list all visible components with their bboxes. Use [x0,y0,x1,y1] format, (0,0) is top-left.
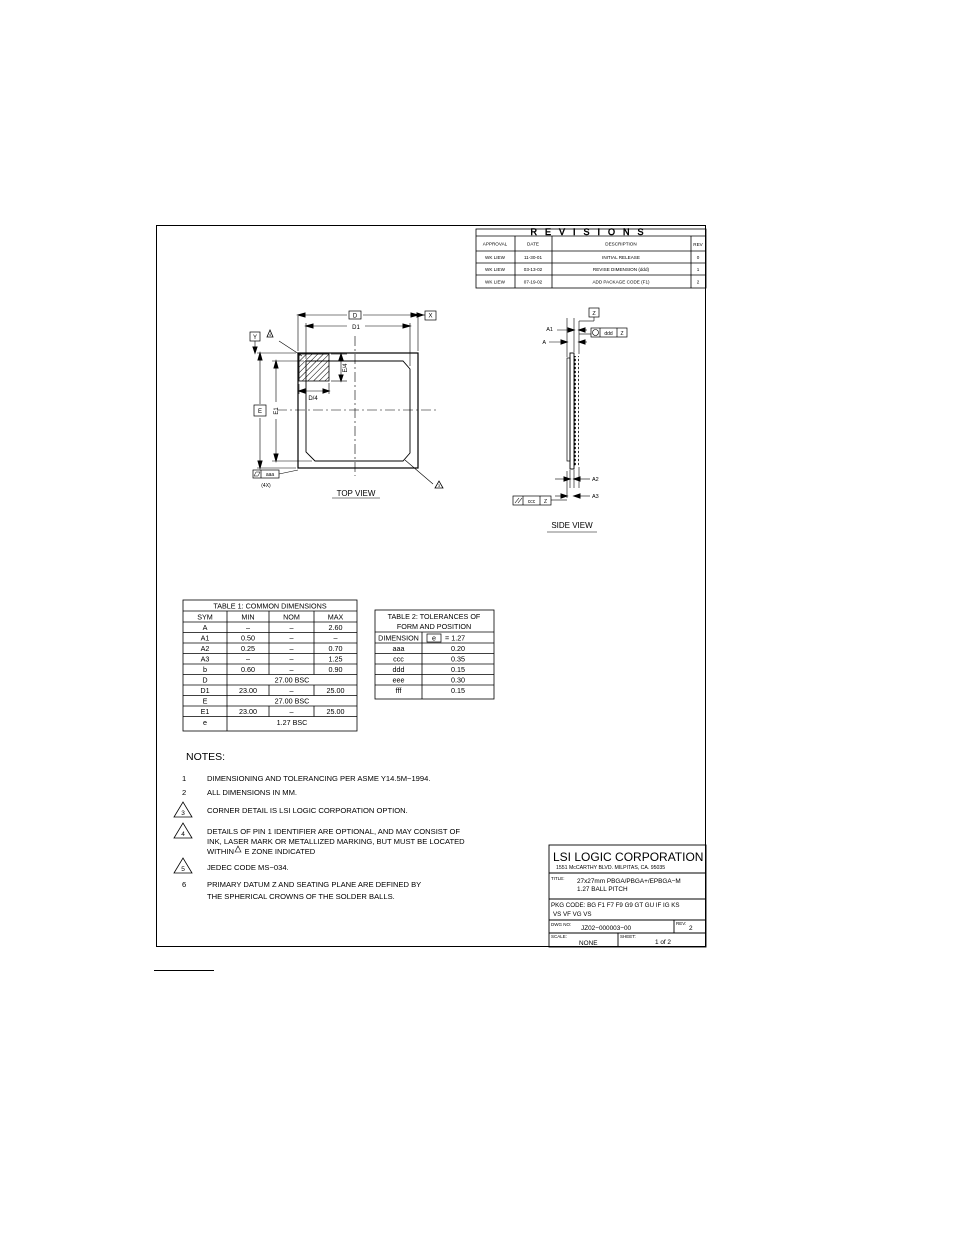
table1-title: TABLE 1: COMMON DIMENSIONS [213,601,327,611]
parallelogram-icon [254,472,260,476]
table1-min: 23.00 [239,686,257,695]
rev-row-description: ADD PACKAGE CODE (F1) [592,279,650,285]
table1-sym: E [202,696,208,706]
table2-dim-symbol: e [432,633,436,643]
table1-sym: b [203,665,207,674]
table1-span: 1.27 BSC [276,718,308,727]
fcf-ddd-value: ddd [604,331,613,337]
note-number: 4 [181,831,185,838]
rev-number: 2 [689,925,693,932]
table2-dim-value: = 1.27 [445,633,466,643]
label-4x: (4X) [261,483,271,489]
note-number: 2 [182,788,187,797]
note-text: WITHIN E ZONE INDICATED [207,847,316,856]
label-E4: E/4 [343,363,349,373]
fcf-aaa-value: aaa [265,472,275,478]
footnote-rule [154,970,214,971]
table1-sym: A [202,623,208,632]
drawing-subtitle: 1.27 BALL PITCH [577,886,628,893]
rev-header-description: DESCRIPTION [605,241,637,247]
note-text: PRIMARY DATUM Z AND SEATING PLANE ARE DEFINED BY [207,880,422,889]
table1-min: 0.60 [241,665,255,674]
note-flag-3-num: 3 [437,483,441,488]
table1-min: 0.50 [241,633,255,643]
label-D1: D1 [352,325,360,331]
label-Z: Z [592,311,596,317]
note-text: DIMENSIONING AND TOLERANCING PER ASME Y14.5M−1994. [207,774,431,783]
label-A1: A1 [546,327,553,333]
revisions-title: REVISIONS [530,227,652,237]
table1-nom: – [289,623,294,632]
rev-row-description: INITIAL RELEASE [602,255,640,260]
label-A2: A2 [592,477,599,483]
table2-sym: ccc [393,654,404,664]
table1-min: – [246,654,250,664]
fcf-ddd-datum: Z [620,331,624,337]
table1-min: 23.00 [239,707,257,716]
note-text: DETAILS OF PIN 1 IDENTIFIER ARE OPTIONAL, AND MAY CONSIST OF [207,827,461,836]
title-label: TITLE: [551,876,565,881]
table1-sym: A2 [200,644,210,653]
label-Y: Y [252,335,258,341]
table1-header: SYM [197,612,213,622]
rev-row-approval: WK LIEW [485,267,505,272]
table2-subtitle: FORM AND POSITION [396,622,472,631]
circle-flatness-icon [593,330,599,336]
side-mold-cap [567,358,570,461]
dwg-number: JZ02−000003−00 [581,925,632,932]
table1-max: 1.25 [328,654,343,664]
rev-header-date: DATE [527,241,539,247]
note-text: JEDEC CODE MS−034. [207,863,289,872]
drawing-frame [156,225,706,947]
table1-header: MIN [241,612,255,622]
note-text: ALL DIMENSIONS IN MM. [207,788,298,797]
parallelism-icon [515,498,522,503]
table1-nom: – [289,654,294,664]
table1-max: 25.00 [326,686,345,695]
top-view [250,311,437,484]
table2-val: 0.15 [451,665,465,674]
table2-sym: eee [392,675,405,685]
dwg-label: DWG NO: [551,922,572,927]
notes [174,751,465,901]
table1-span: 27.00 BSC [274,696,310,706]
table1-nom: – [289,665,294,674]
rev-row-rev: 1 [696,267,700,272]
table1-max: 0.90 [328,665,343,674]
label-E1: E1 [274,407,280,415]
label-A: A [542,340,546,346]
note-flag-4-num: 4 [268,332,272,337]
drawing-canvas [157,226,707,948]
table1-header: MAX [327,612,344,622]
table1-header: NOM [283,612,300,622]
table2-val: 0.35 [451,654,465,664]
table1-max: 2.60 [328,623,343,632]
table1-max: – [333,633,338,643]
top-view-caption: TOP VIEW [336,489,376,498]
label-X: X [428,313,433,320]
table1-nom: – [289,686,294,695]
rev-label: REV: [676,921,687,926]
note-text: CORNER DETAIL IS LSI LOGIC CORPORATION OPTION. [207,806,408,815]
table2-dim-label: DIMENSION [378,633,419,643]
solder-balls [574,356,579,466]
rev-row-date: 03-13-02 [523,267,543,272]
table2-val: 0.20 [451,644,465,653]
label-D4: D/4 [308,396,318,402]
table2-val: 0.15 [451,686,465,695]
table1-sym: D1 [200,686,210,695]
note-text: THE SPHERICAL CROWNS OF THE SOLDER BALLS. [207,892,395,901]
side-view [513,308,627,505]
side-substrate [570,353,574,469]
fcf-ccc-value: ccc [527,499,536,505]
sheet-label: SHEET: [620,934,636,939]
table1-sym: A1 [200,633,210,643]
rev-row-approval: WK LIEW [485,255,505,260]
table1-max: 0.70 [328,644,343,653]
label-E: E [257,409,263,415]
note-number: 1 [182,774,187,783]
table2-title: TABLE 2: TOLERANCES OF [387,612,481,621]
pkg-code-cont: VS VF VG VS [553,911,592,918]
drawing-title: 27x27mm PBGA/PBGA+/EPBGA−M [577,878,681,885]
rev-row-rev: 0 [696,255,700,260]
sheet-value: 1 of 2 [655,939,671,946]
note-number: 3 [181,810,185,817]
revisions-headers [483,242,704,248]
pkg-code: PKG CODE: BG F1 F7 F9 G9 GT GU IF IG KS [551,902,680,909]
table1-sym: D [202,675,208,685]
rev-header-rev: REV [693,242,703,247]
table1-nom: – [289,707,294,716]
note-text: INK, LASER MARK OR METALLIZED MARKING, BUT MUST BE LOCATED [207,837,465,846]
table1-sym: A3 [200,654,210,664]
pin1-zone-hatch [299,354,329,381]
company-address: 1551 McCARTHY BLVD. MILPITAS, CA. 95035 [556,865,666,871]
table1-nom: – [289,644,294,653]
table2-sym: aaa [392,644,405,653]
label-D: D [352,313,358,320]
rev-row-date: 11-30-01 [523,255,543,260]
notes-heading: NOTES: [186,751,226,763]
rev-header-approval: APPROVAL [482,241,508,247]
table1-sym: E1 [200,707,210,716]
top-view-labels [253,314,433,490]
scale-label: SCALE: [551,934,568,939]
title-block-text [551,850,703,947]
rev-row-description: REVISE DIMENSION (ddd) [592,267,650,272]
rev-row-approval: WK LIEW [485,279,505,285]
rev-row-date: 07-19-02 [523,279,543,285]
table1-min: – [246,623,250,632]
table2-sym: ddd [392,665,405,674]
table2-sym: fff [395,686,402,695]
table1-min: 0.25 [241,644,255,653]
side-view-caption: SIDE VIEW [551,521,593,530]
rev-row-rev: 2 [696,279,700,285]
table1-span: 27.00 BSC [274,675,310,685]
label-A3: A3 [592,494,599,500]
table2-val: 0.30 [451,675,465,685]
note-number: 5 [181,866,185,873]
table1-sym: e [203,718,207,727]
note-number: 6 [182,880,187,889]
company-name: LSI LOGIC CORPORATION [553,850,704,864]
table1-nom: – [289,633,294,643]
revisions-table [476,229,706,288]
table1-max: 25.00 [326,707,345,716]
revisions-rows [485,255,700,285]
fcf-ccc-datum: Z [543,499,548,505]
scale-value: NONE [579,940,598,947]
